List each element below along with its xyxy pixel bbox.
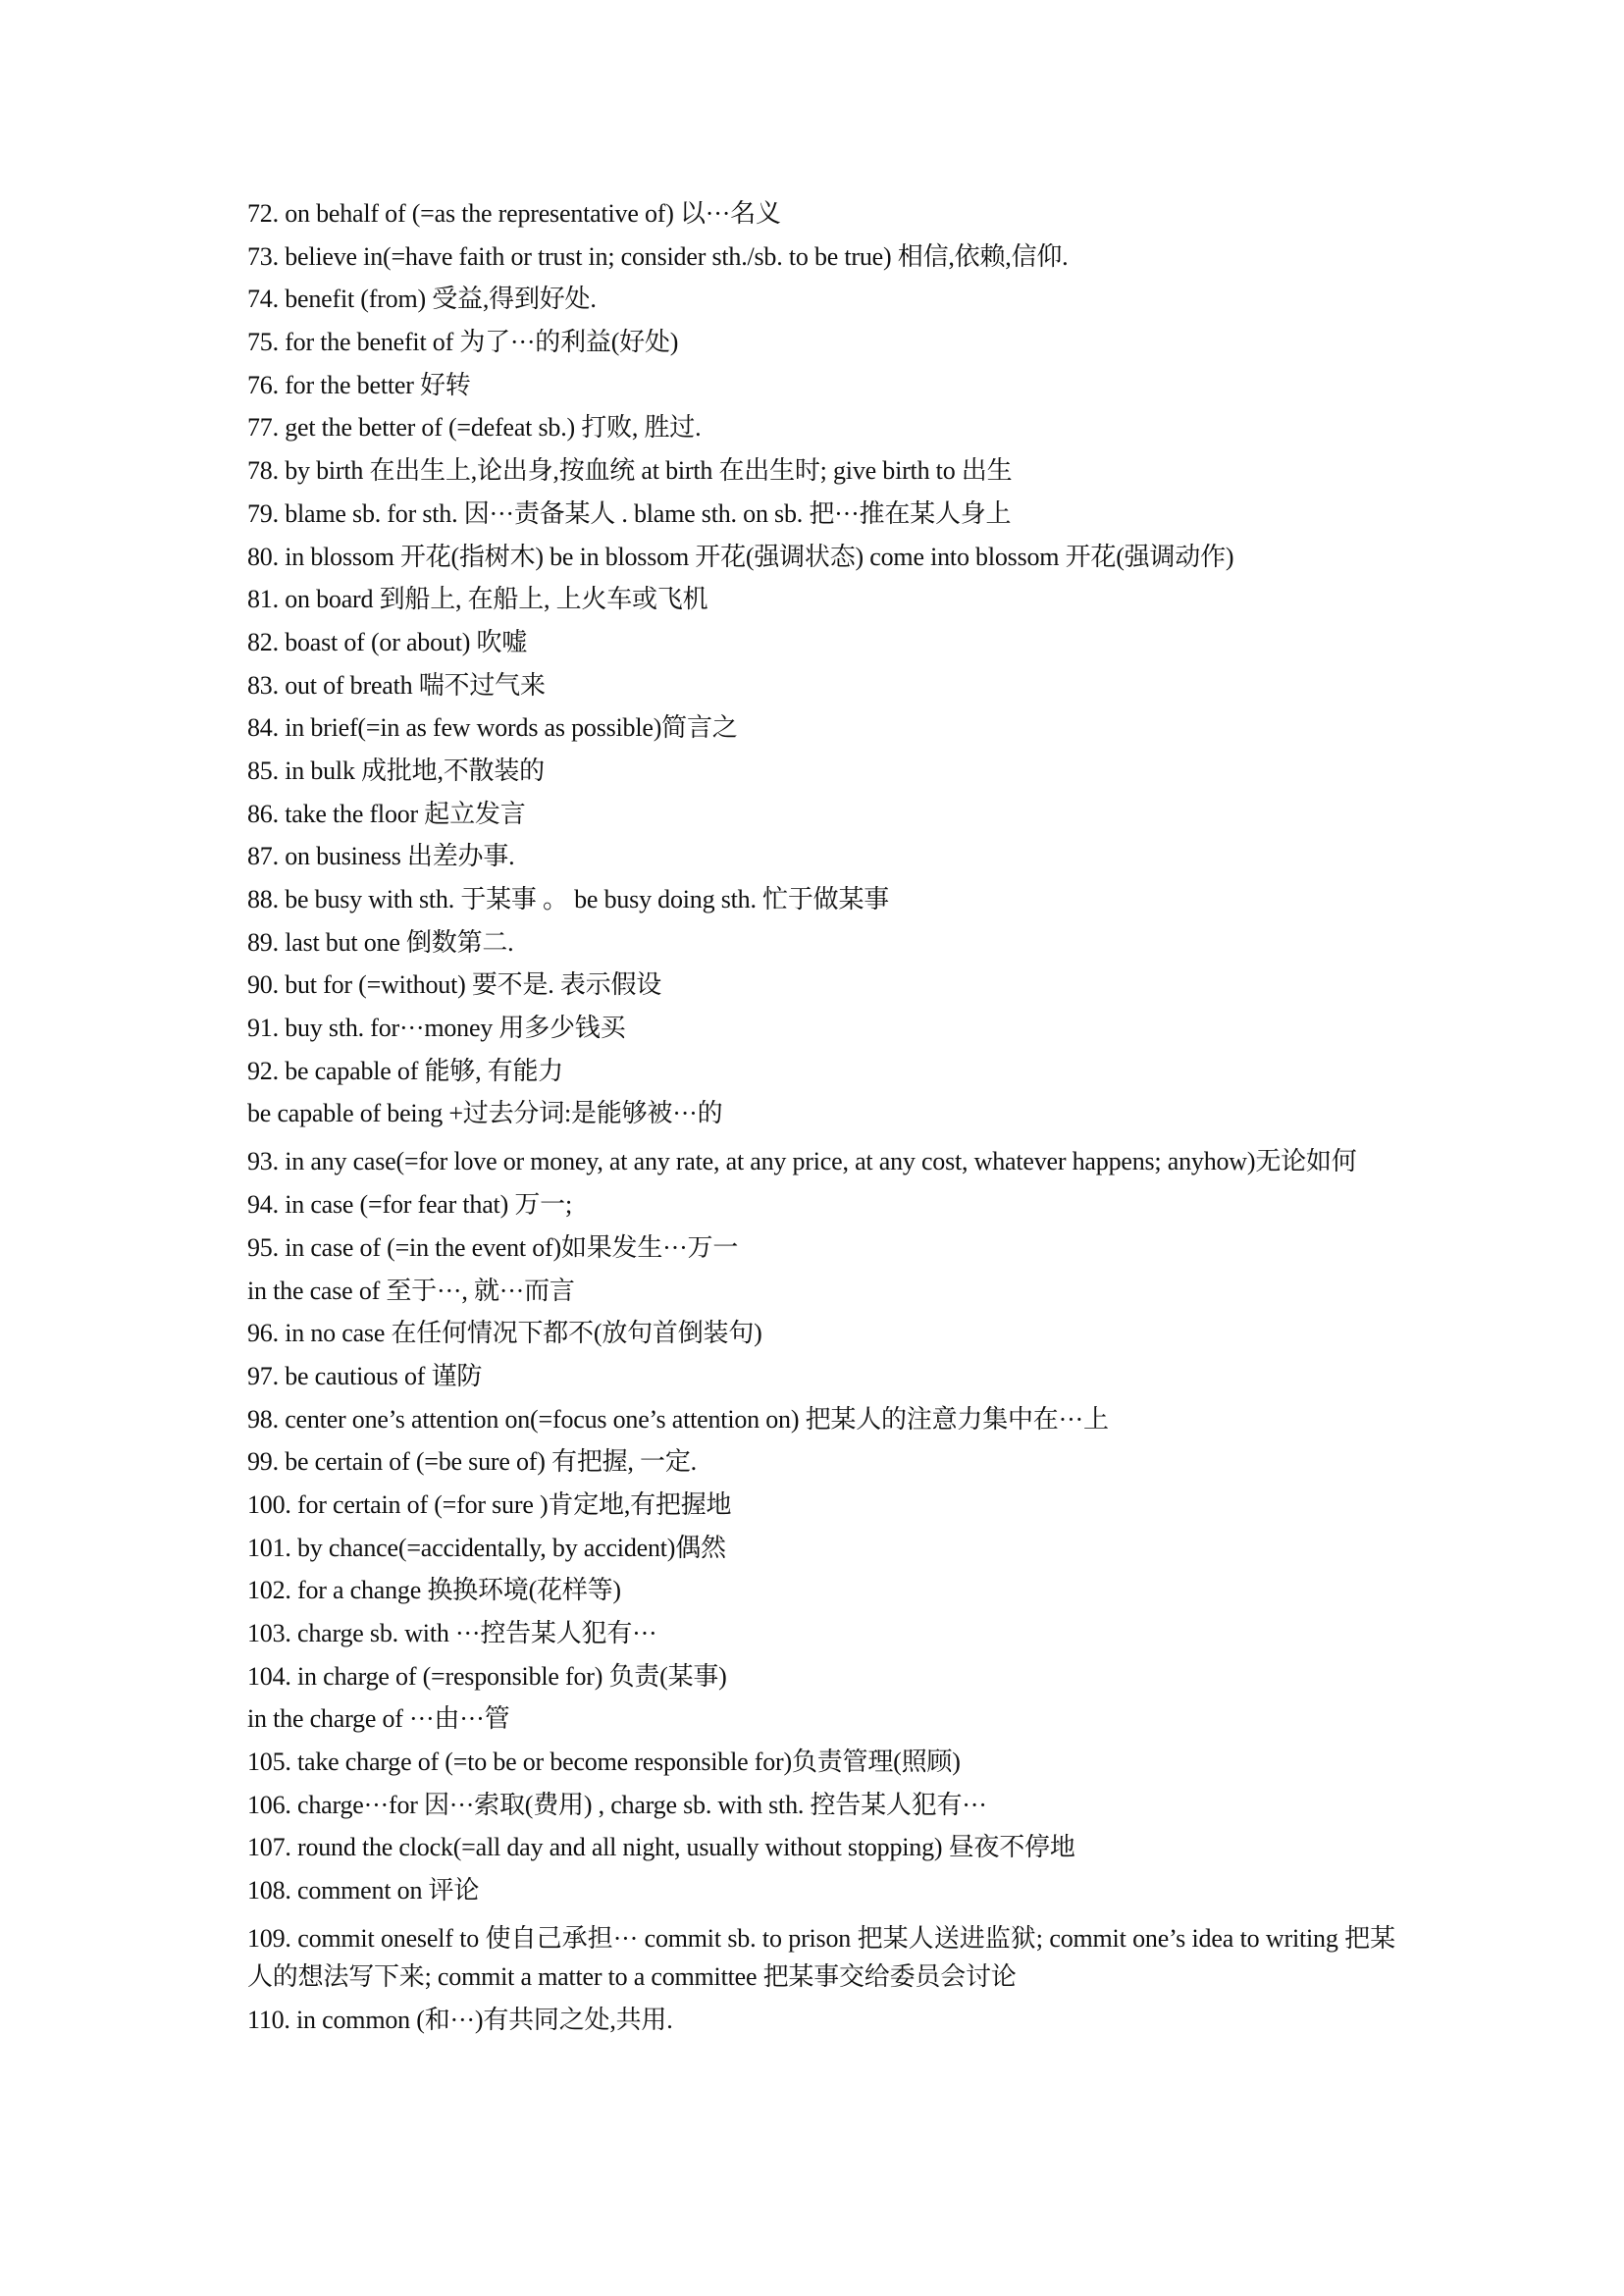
text-line: 83. out of breath 喘不过气来 — [247, 670, 546, 700]
text-line: 77. get the better of (=defeat sb.) 打败, 胜过. — [247, 413, 702, 443]
text-line: 87. on business 出差办事. — [247, 842, 515, 871]
text-line: 106. charge···for 因···索取(费用) , charge sb. with sth. 控告某人犯有··· — [247, 1790, 987, 1819]
text-line: 94. in case (=for fear that) 万一; — [247, 1190, 572, 1220]
text-line: 98. center one’s attention on(=focus one’s attention on) 把某人的注意力集中在···上 — [247, 1404, 1109, 1434]
text-line: 73. believe in(=have faith or trust in; consider sth./sb. to be true) 相信,依赖,信仰. — [247, 241, 1069, 271]
text-line: in the charge of ···由···管 — [247, 1704, 510, 1734]
text-line: 105. take charge of (=to be or become responsible for)负责管理(照顾) — [247, 1748, 961, 1777]
text-line: 76. for the better 好转 — [247, 370, 471, 399]
text-line: 101. by chance(=accidentally, by accident)偶然 — [247, 1533, 726, 1562]
text-line: 74. benefit (from) 受益,得到好处. — [247, 285, 597, 314]
text-line: 99. be certain of (=be sure of) 有把握, 一定. — [247, 1447, 697, 1477]
text-line: 109. commit oneself to 使自己承担··· commit sb. to prison 把某人送进监狱; commit one’s idea to writing 把某人的想法写下来; commit a matter to a committee 把某事交给委员会讨论 — [247, 1923, 1395, 1991]
text-line: 107. round the clock(=all day and all night, usually without stopping) 昼夜不停地 — [247, 1833, 1075, 1862]
text-line: 89. last but one 倒数第二. — [247, 927, 514, 957]
text-line: 95. in case of (=in the event of)如果发生···万一 — [247, 1232, 739, 1262]
document-body — [247, 199, 1395, 2049]
text-line: be capable of being +过去分词:是能够被···的 — [247, 1099, 723, 1128]
text-line: 81. on board 到船上, 在船上, 上火车或飞机 — [247, 585, 708, 614]
text-line: 97. be cautious of 谨防 — [247, 1361, 483, 1390]
text-line: 96. in no case 在任何情况下都不(放句首倒装句) — [247, 1319, 762, 1348]
text-line: in the case of 至于···, 就···而言 — [247, 1276, 575, 1305]
text-line: 72. on behalf of (=as the representative of) 以···名义 — [247, 199, 781, 228]
text-line: 104. in charge of (=responsible for) 负责(某事) — [247, 1661, 727, 1691]
text-line: 92. be capable of 能够, 有能力 — [247, 1056, 564, 1085]
text-line: 80. in blossom 开花(指树木) be in blossom 开花(强调状态) come into blossom 开花(强调动作) — [247, 542, 1234, 571]
text-line: 93. in any case(=for love or money, at any rate, at any price, at any cost, whatever happens; anyhow)无论如何 — [247, 1147, 1357, 1176]
text-line: 100. for certain of (=for sure )肯定地,有把握地 — [247, 1489, 732, 1519]
text-line: 102. for a change 换换环境(花样等) — [247, 1576, 621, 1605]
text-line: 79. blame sb. for sth. 因···责备某人 . blame sth. on sb. 把···推在某人身上 — [247, 498, 1012, 528]
text-line: 78. by birth 在出生上,论出身,按血统 at birth 在出生时; give birth to 出生 — [247, 456, 1013, 486]
text-line: 108. comment on 评论 — [247, 1876, 480, 1905]
text-line: 91. buy sth. for···money 用多少钱买 — [247, 1014, 626, 1043]
text-line: 88. be busy with sth. 于某事 。 be busy doing sth. 忙于做某事 — [247, 885, 890, 913]
text-line: 103. charge sb. with ···控告某人犯有··· — [247, 1619, 657, 1647]
text-line: 110. in common (和···)有共同之处,共用. — [247, 2005, 673, 2034]
text-line: 82. boast of (or about) 吹嘘 — [247, 627, 528, 656]
text-line: 85. in bulk 成批地,不散装的 — [247, 756, 545, 785]
text-line: 86. take the floor 起立发言 — [247, 799, 526, 828]
text-line: 75. for the benefit of 为了···的利益(好处) — [247, 328, 679, 357]
text-line: 90. but for (=without) 要不是. 表示假设 — [247, 970, 662, 1000]
text-line: 84. in brief(=in as few words as possible)简言之 — [247, 713, 738, 743]
